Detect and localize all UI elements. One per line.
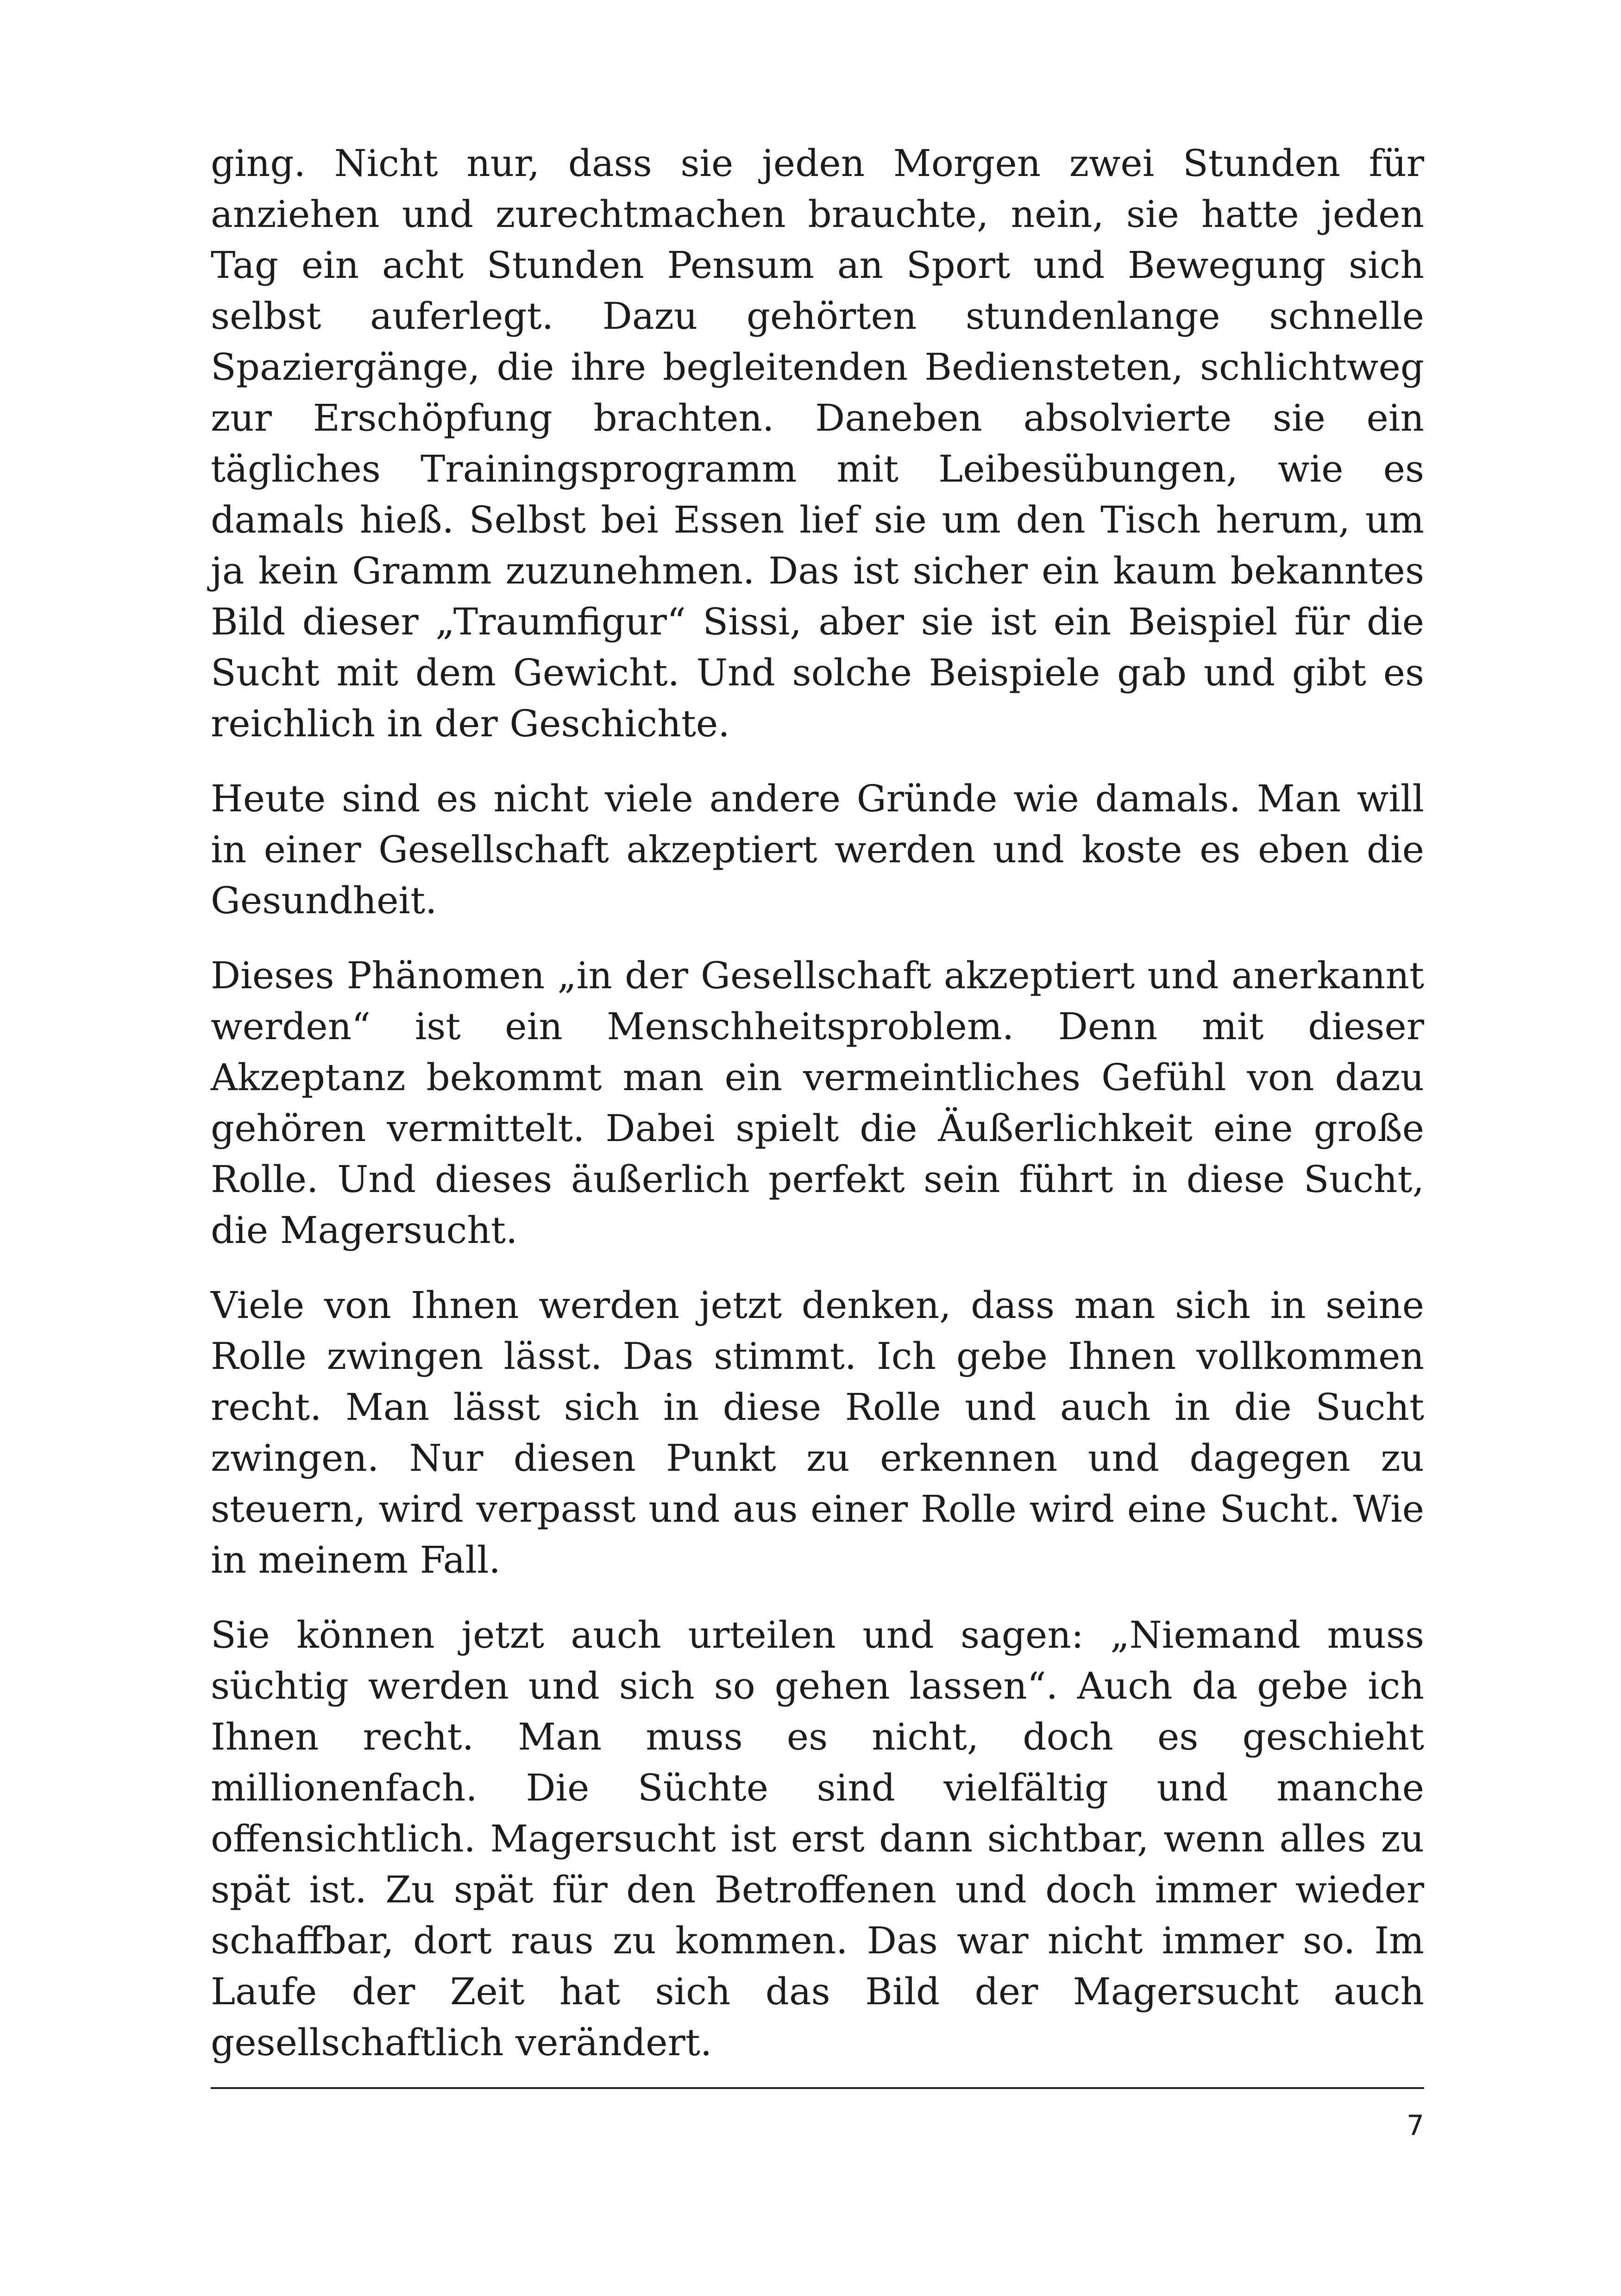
body-text — [211, 138, 1424, 2092]
paragraph-5: Sie können jetzt auch urteilen und sagen: „Niemand muss süchtig werden und sich so gehen lassen“. Auch da gebe ich Ihnen recht. Man muss es nicht, doch es geschieht millionenfach. Die Süchte sind vielfältig und manche offensichtlich. Magersucht ist erst dann sichtbar, wenn alles zu spät ist. Zu spät für den Betroffenen und doch immer wieder schaffbar, dort raus zu kommen. Das war nicht immer so. Im Laufe der Zeit hat sich das Bild der Magersucht auch gesellschaftlich verändert. — [211, 1613, 1424, 2064]
paragraph-3: Dieses Phänomen „in der Gesellschaft akzeptiert und anerkannt werden“ ist ein Menschheitsproblem. Denn mit dieser Akzeptanz bekommt man ein vermeintliches Gefühl von dazu gehören vermittelt. Dabei spielt die Äußerlichkeit eine große Rolle. Und dieses äußerlich perfekt sein führt in diese Sucht, die Magersucht. — [211, 954, 1424, 1252]
page-number: 7 — [1406, 2109, 1424, 2142]
footer-divider — [211, 2087, 1424, 2089]
paragraph-2: Heute sind es nicht viele andere Gründe wie damals. Man will in einer Gesellschaft akzeptiert werden und koste es eben die Gesundheit. — [211, 777, 1424, 922]
paragraph-4: Viele von Ihnen werden jetzt denken, dass man sich in seine Rolle zwingen lässt. Das stimmt. Ich gebe Ihnen vollkommen recht. Man lässt sich in diese Rolle und auch in die Sucht zwingen. Nur diesen Punkt zu erkennen und dagegen zu steuern, wird verpasst und aus einer Rolle wird eine Sucht. Wie in meinem Fall. — [211, 1284, 1424, 1581]
paragraph-1: ging. Nicht nur, dass sie jeden Morgen zwei Stunden für anziehen und zurechtmachen brauchte, nein, sie hatte jeden Tag ein acht Stunden Pensum an Sport und Bewegung sich selbst auferlegt. Dazu gehörten stundenlange schnelle Spaziergänge, die ihre begleitenden Bediensteten, schlichtweg zur Erschöpfung brachten. Daneben absolvierte sie ein tägliches Trainingsprogramm mit Leibesübungen, wie es damals hieß. Selbst bei Essen lief sie um den Tisch herum, um ja kein Gramm zuzunehmen. Das ist sicher ein kaum bekanntes Bild dieser „Traumfigur“ Sissi, aber sie ist ein Beispiel für die Sucht mit dem Gewicht. Und solche Beispiele gab und gibt es reichlich in der Geschichte. — [211, 142, 1424, 745]
